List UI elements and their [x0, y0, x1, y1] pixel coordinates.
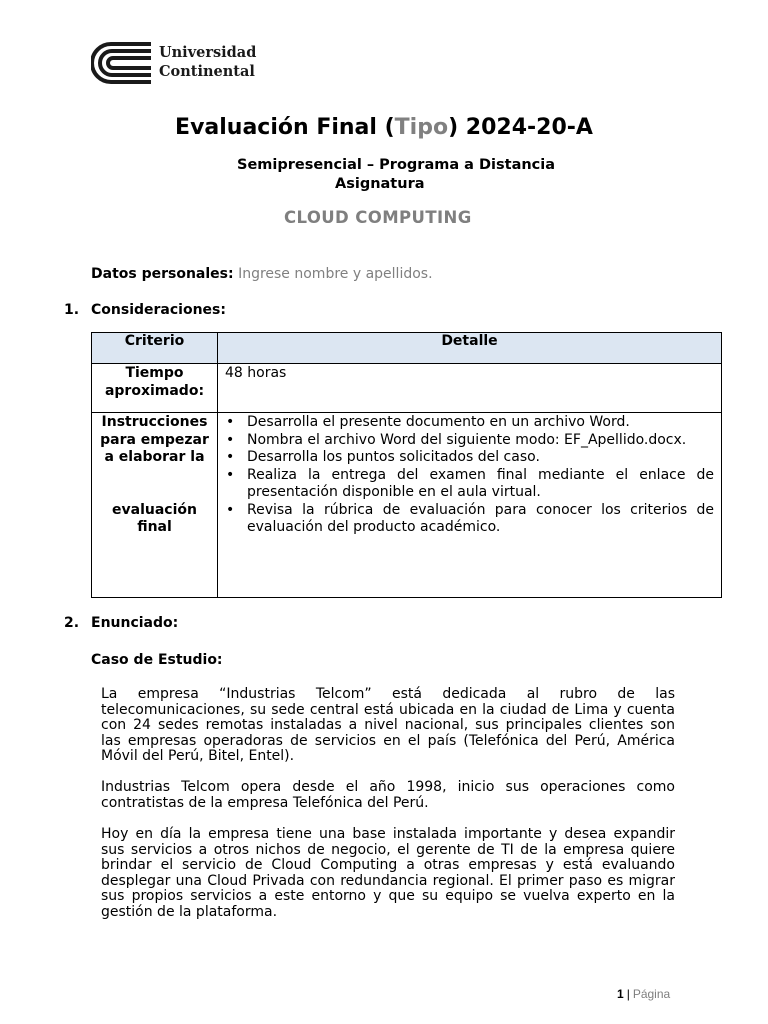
exam-title	[0, 114, 768, 142]
title-type: Tipo	[394, 115, 449, 140]
list-item: • Desarrolla el presente documento en un archivo Word.	[225, 414, 714, 432]
paragraph-line: La empresa “Industrias Telcom” está dedicada al rubro de las	[101, 686, 675, 702]
instr-label-line-3: a elaborar la	[104, 449, 205, 465]
table-row	[92, 413, 722, 598]
time-value: 48 horas	[218, 364, 722, 413]
personal-data-label: Datos personales:	[91, 266, 234, 282]
paragraph-line: Móvil del Perú, Bitel, Entel).	[101, 748, 295, 765]
university-logo	[91, 42, 257, 84]
considerations-table	[91, 332, 722, 598]
footer-separator: |	[626, 987, 630, 1001]
case-paragraph-3	[101, 827, 675, 921]
logo-line-2: Continental	[159, 63, 255, 80]
paragraph-line: Hoy en día la empresa tiene una base instalada importante y desea expandir	[101, 826, 675, 842]
section-1-title: Consideraciones:	[91, 302, 226, 318]
header-criterio: Criterio	[92, 333, 218, 364]
instr-label-line-2: para empezar	[100, 431, 209, 448]
page-label: Página	[632, 987, 671, 1001]
list-item: • Revisa la rúbrica de evaluación para conocer los criterios de evaluación del producto académico.	[225, 502, 714, 537]
case-study-title: Caso de Estudio:	[91, 652, 223, 668]
paragraph-line: sus servicios a otros nichos de negocio, el gerente de TI de la empresa quiere	[101, 841, 675, 858]
instructions-list	[225, 414, 714, 537]
paragraph-line: sus propios servicios a este entorno y que su equipo se vuelva experto en la	[101, 888, 675, 905]
list-item: • Desarrolla los puntos solicitados del caso.	[225, 449, 714, 467]
paragraph-line: brindar el servicio de Cloud Computing a otras empresas y está evaluando	[101, 857, 675, 874]
instructions-detail	[218, 413, 722, 598]
time-label-line-2: aproximado:	[104, 382, 205, 399]
time-label-line-1: Tiempo	[125, 365, 184, 381]
course-name: CLOUD COMPUTING	[284, 208, 472, 227]
paragraph-line: contratistas de la empresa Telefónica del Perú.	[101, 794, 429, 811]
paragraph-line: telecomunicaciones, su sede central está ubicada en la ciudad de Lima y cuenta	[101, 701, 675, 718]
logo-line-1: Universidad	[159, 44, 257, 61]
personal-data-field[interactable]	[91, 265, 433, 283]
section-2-number: 2.	[64, 615, 80, 631]
table-row	[92, 364, 722, 413]
paragraph-line: desplegar una Cloud Privada con redundancia regional. El primer paso es migrar	[101, 872, 675, 889]
title-prefix: Evaluación Final (	[175, 115, 395, 140]
case-paragraph-1	[101, 687, 675, 765]
instr-label-line-1: Instrucciones	[101, 414, 208, 430]
paragraph-line: con 24 sedes remotas instaladas a nivel nacional, sus principales clientes son	[101, 717, 675, 734]
case-paragraph-2	[101, 780, 675, 811]
table-header-row	[92, 333, 722, 364]
section-1-number: 1.	[64, 302, 80, 318]
instructions-criterion	[92, 413, 218, 598]
title-suffix: ) 2024-20-A	[448, 115, 593, 140]
modality-line: Semipresencial – Programa a Distancia	[237, 157, 556, 173]
subject-label: Asignatura	[335, 176, 425, 192]
list-item: • Nombra el archivo Word del siguiente modo: EF_Apellido.docx.	[225, 432, 714, 450]
list-item: • Realiza la entrega del examen final mediante el enlace de presentación disponible en el aula virtual.	[225, 467, 714, 502]
page-number: 1	[617, 987, 624, 1001]
paragraph-line: Industrias Telcom opera desde el año 1998, inicio sus operaciones como	[101, 779, 675, 795]
personal-data-placeholder[interactable]: Ingrese nombre y apellidos.	[238, 266, 433, 282]
time-criterion	[92, 364, 218, 413]
section-2-title: Enunciado:	[91, 615, 179, 631]
university-logo-icon	[91, 42, 153, 84]
page-footer	[617, 987, 670, 1001]
instr-label-line-5: final	[137, 519, 172, 535]
header-detalle: Detalle	[218, 333, 722, 364]
paragraph-line: las empresas operadoras de servicios en el país (Telefónica del Perú, América	[101, 732, 675, 749]
instr-label-line-4: evaluación	[112, 501, 197, 518]
paragraph-line: gestión de la plataforma.	[101, 903, 278, 920]
